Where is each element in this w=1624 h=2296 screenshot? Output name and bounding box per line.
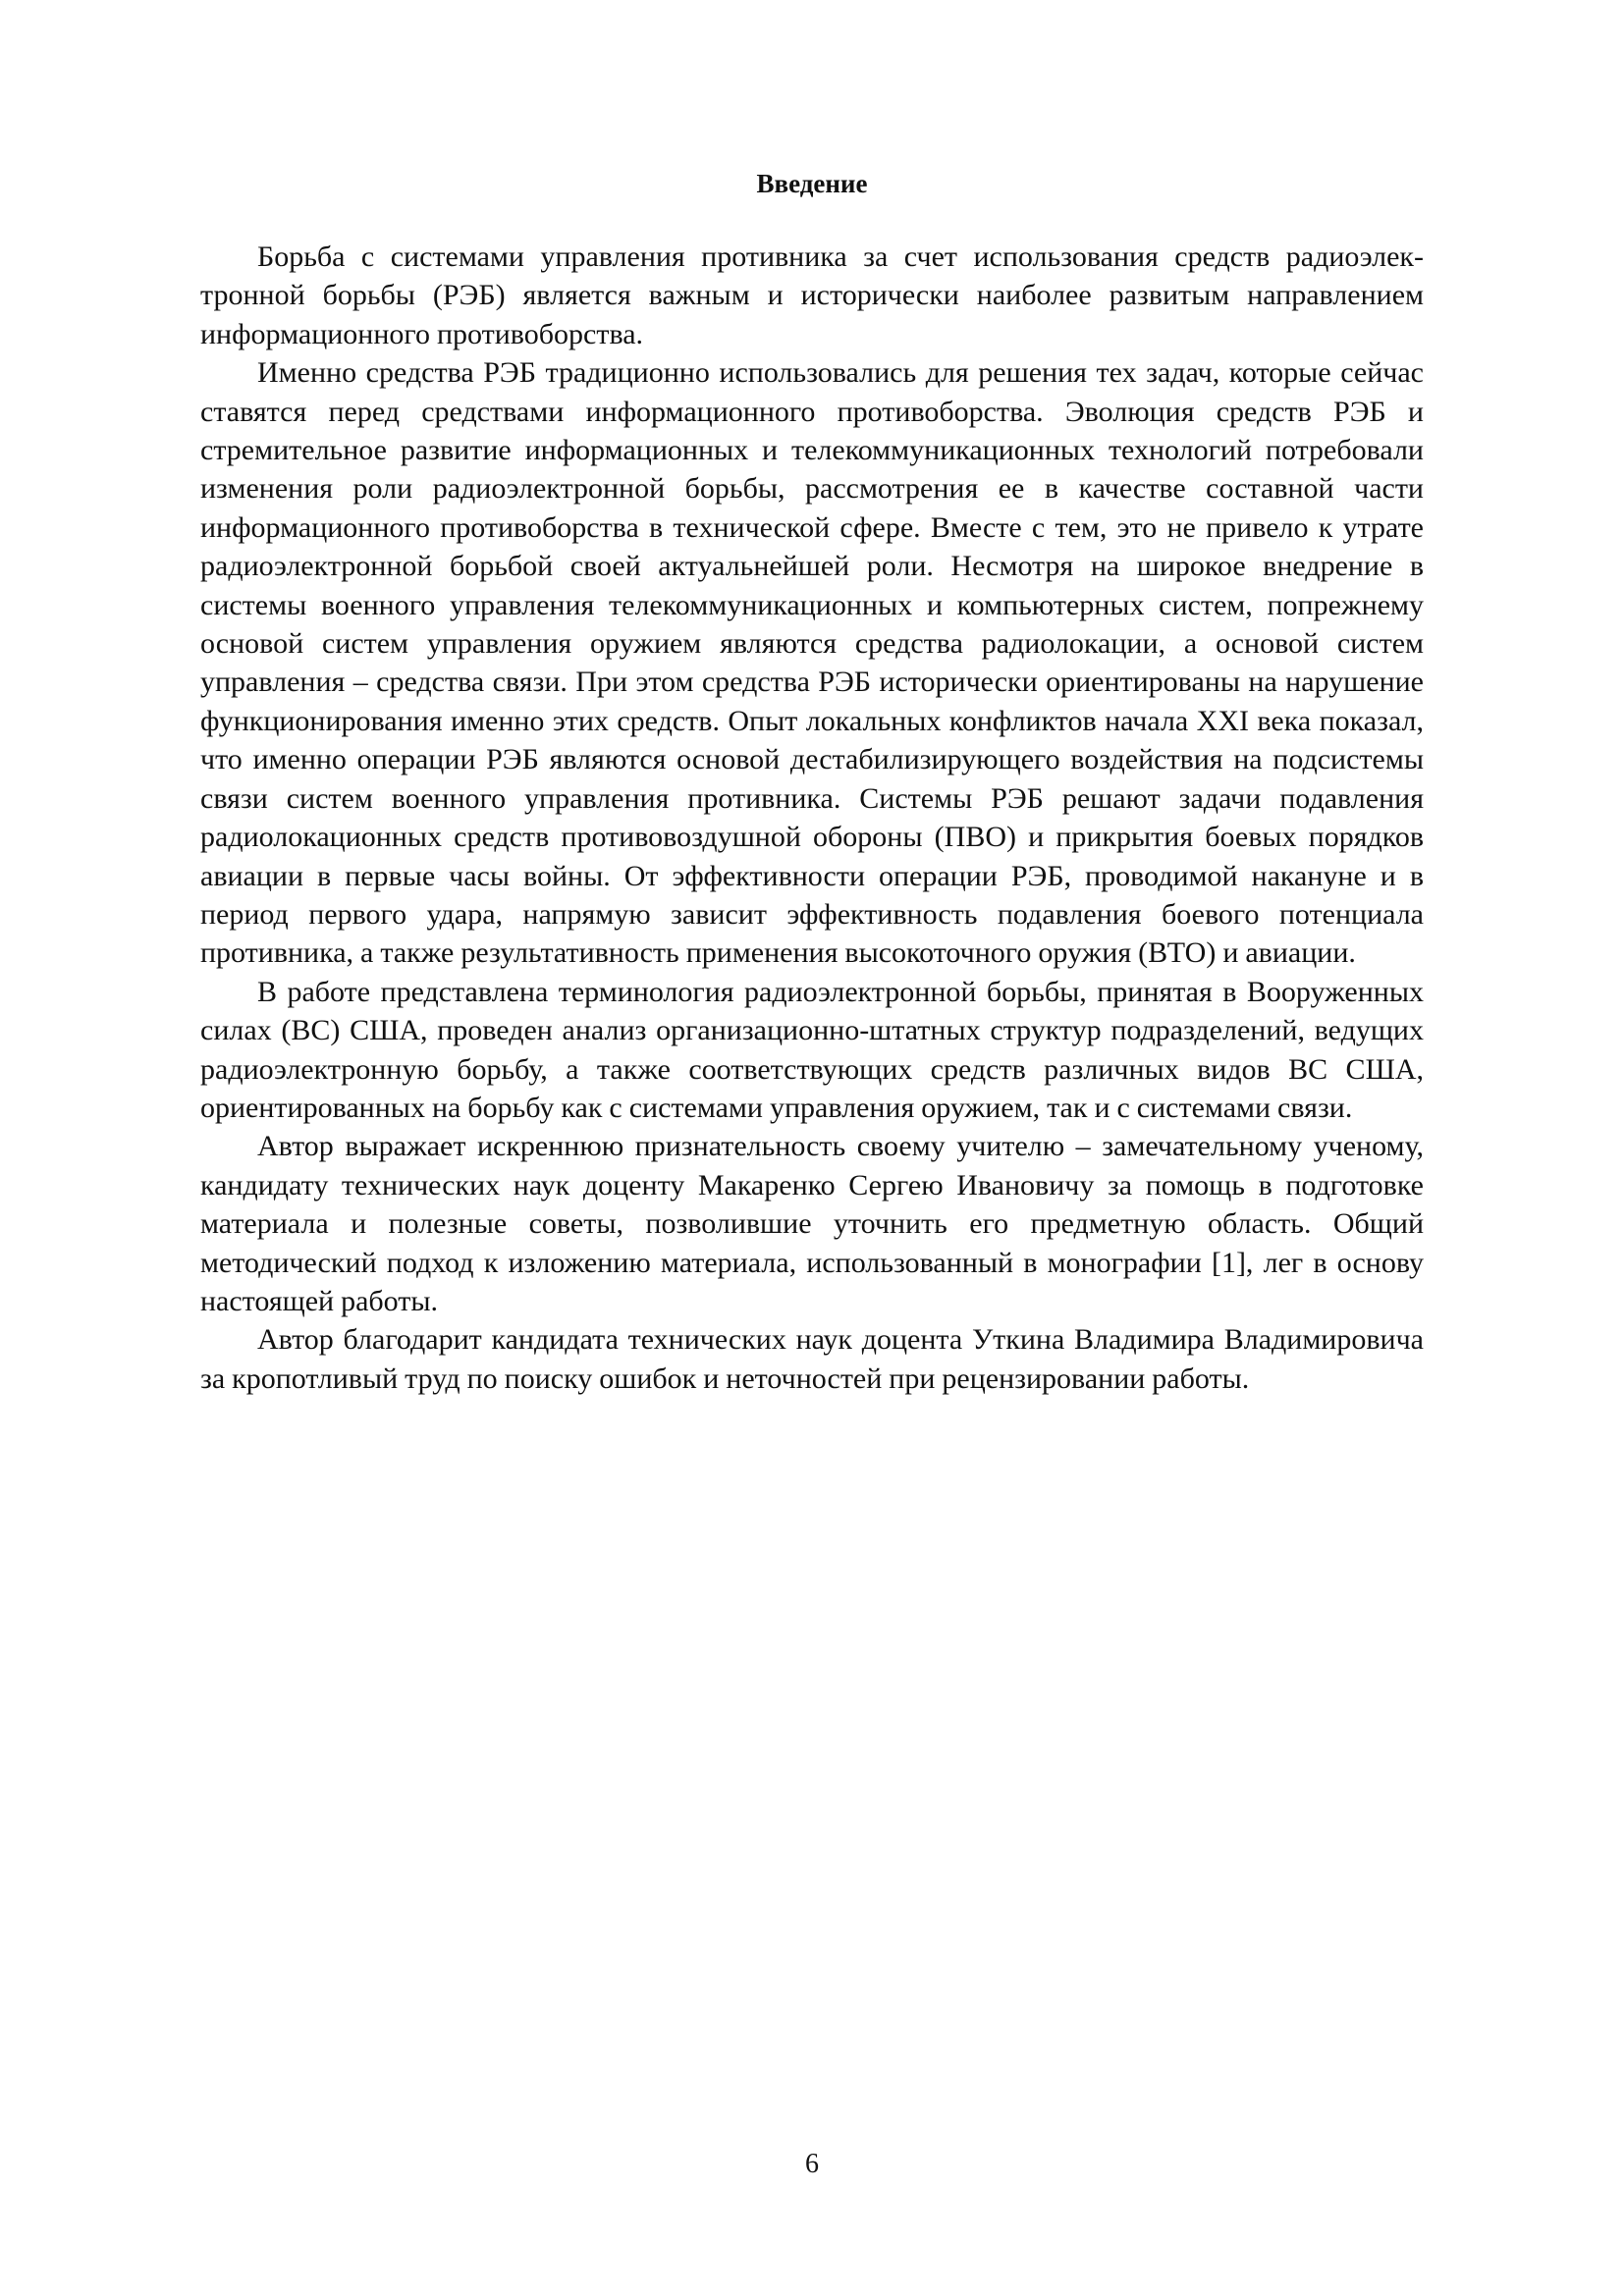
paragraph-2: Именно средства РЭБ традиционно использовались для решения тех задач, которые сейчас ставятся перед средствами информационного противоборства. Эволюция средств РЭБ и стремительное развитие информационных и телекоммуникационных технологий потребовали изменения роли радиоэлектронной борьбы, рассмотрения ее в качестве составной части информационного противоборства в технической сфере. Вместе с тем, это не привело к утрате радиоэлектронной борьбой своей актуальнейшей роли. Несмотря на широкое внедрение в системы военного управления телекоммуникационных и компьютерных систем, попрежнему основой систем управления оружием являются средства радиолокации, а основой систем управления – средства связи. При этом средства РЭБ исторически ориентированы на нарушение функционирования именно этих средств. Опыт локальных конфликтов начала XXI века показал, что именно операции РЭБ являются основой дестабилизирующего воздействия на подсистемы связи систем военного управления противника. Системы РЭБ решают задачи подавления радиолокационных средств противовоздушной обороны (ПВО) и прикрытия боевых порядков авиации в первые часы войны. От эффективности операции РЭБ, проводимой накануне и в период первого удара, напрямую зависит эффективность подавления боевого потенциала противника, а также результативность применения высокоточного оружия (ВТО) и авиации. bbox=[200, 356, 1424, 970]
paragraph-5: Автор благодарит кандидата технических наук доцента Уткина Владимира Владимировича за кропотливый труд по поиску ошибок и неточностей при рецензировании работы. bbox=[200, 1323, 1424, 1395]
page-number: 6 bbox=[805, 2149, 819, 2179]
body-text bbox=[200, 238, 1424, 1398]
section-title: Введение bbox=[756, 169, 868, 198]
paragraph-4: Автор выражает искреннюю признательность своему учителю – замечательному ученому, кандидату технических наук доценту Макаренко Сергею Ивановичу за помощь в подготовке материала и полезные советы, позволившие уточнить его предметную область. Общий методический подход к изложению материала, использованный в монографии [1], лег в основу настоящей работы. bbox=[200, 1130, 1424, 1317]
paragraph-1: Борьба с системами управления противника за счет использования средств радиоэлектронной борьбы (РЭБ) является важным и исторически наиболее развитым направлением информационного противоборства. bbox=[200, 240, 1424, 350]
paragraph-3: В работе представлена терминология радиоэлектронной борьбы, принятая в Вооруженных силах (ВС) США, проведен анализ организационно-штатных структур подразделений, ведущих радиоэлектронную борьбу, а также соответствующих средств различных видов ВС США, ориентированных на борьбу как с системами управления оружием, так и с системами связи. bbox=[200, 975, 1424, 1124]
